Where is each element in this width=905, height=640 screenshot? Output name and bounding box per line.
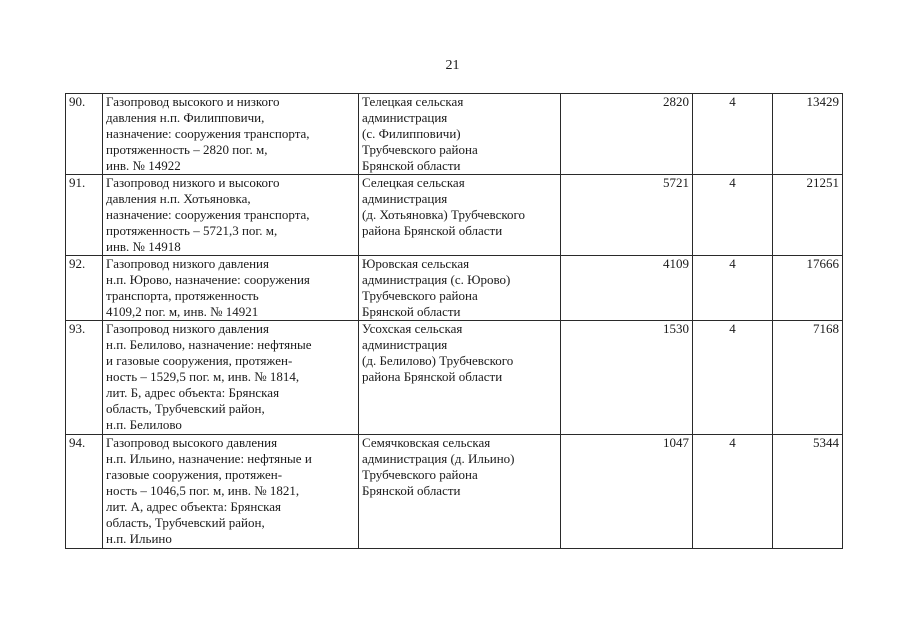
cost-value: 13429 (773, 94, 843, 175)
row-number: 92. (66, 256, 103, 321)
row-number: 94. (66, 435, 103, 549)
cost-value: 7168 (773, 321, 843, 435)
object-description: Газопровод высокого давления н.п. Ильино, назначение: нефтяные и газовые сооружения, протяжен- ность – 1046,5 пог. м, инв. № 1821, лит. А, адрес объекта: Брянская область, Трубчевский район, н.п. Ильино (103, 435, 359, 549)
table-row (66, 435, 843, 549)
row-number: 90. (66, 94, 103, 175)
object-description: Газопровод низкого давления н.п. Юрово, назначение: сооружения транспорта, протяженность 4109,2 пог. м, инв. № 14921 (103, 256, 359, 321)
category-value: 4 (693, 435, 773, 549)
category-value: 4 (693, 256, 773, 321)
table-row (66, 321, 843, 435)
length-value: 1047 (561, 435, 693, 549)
owner-administration: Селецкая сельская администрация (д. Хотьяновка) Трубчевского района Брянской области (359, 175, 561, 256)
category-value: 4 (693, 175, 773, 256)
owner-administration: Юровская сельская администрация (с. Юрово) Трубчевского района Брянской области (359, 256, 561, 321)
table-body (66, 94, 843, 549)
row-number: 91. (66, 175, 103, 256)
object-description: Газопровод высокого и низкого давления н.п. Филипповичи, назначение: сооружения транспорта, протяженность – 2820 пог. м, инв. № 14922 (103, 94, 359, 175)
registry-table (65, 93, 843, 549)
owner-administration: Телецкая сельская администрация (с. Филипповичи) Трубчевского района Брянской области (359, 94, 561, 175)
length-value: 4109 (561, 256, 693, 321)
category-value: 4 (693, 94, 773, 175)
table-row (66, 175, 843, 256)
cost-value: 21251 (773, 175, 843, 256)
length-value: 5721 (561, 175, 693, 256)
object-description: Газопровод низкого и высокого давления н.п. Хотьяновка, назначение: сооружения транспорта, протяженность – 5721,3 пог. м, инв. № 14918 (103, 175, 359, 256)
length-value: 2820 (561, 94, 693, 175)
table-row (66, 256, 843, 321)
length-value: 1530 (561, 321, 693, 435)
cost-value: 17666 (773, 256, 843, 321)
category-value: 4 (693, 321, 773, 435)
cost-value: 5344 (773, 435, 843, 549)
owner-administration: Семячковская сельская администрация (д. Ильино) Трубчевского района Брянской области (359, 435, 561, 549)
owner-administration: Усохская сельская администрация (д. Белилово) Трубчевского района Брянской области (359, 321, 561, 435)
table-row (66, 94, 843, 175)
row-number: 93. (66, 321, 103, 435)
object-description: Газопровод низкого давления н.п. Белилово, назначение: нефтяные и газовые сооружения, протяжен- ность – 1529,5 пог. м, инв. № 1814, лит. Б, адрес объекта: Брянская область, Трубчевский район, н.п. Белилово (103, 321, 359, 435)
page-number: 21 (445, 58, 460, 73)
